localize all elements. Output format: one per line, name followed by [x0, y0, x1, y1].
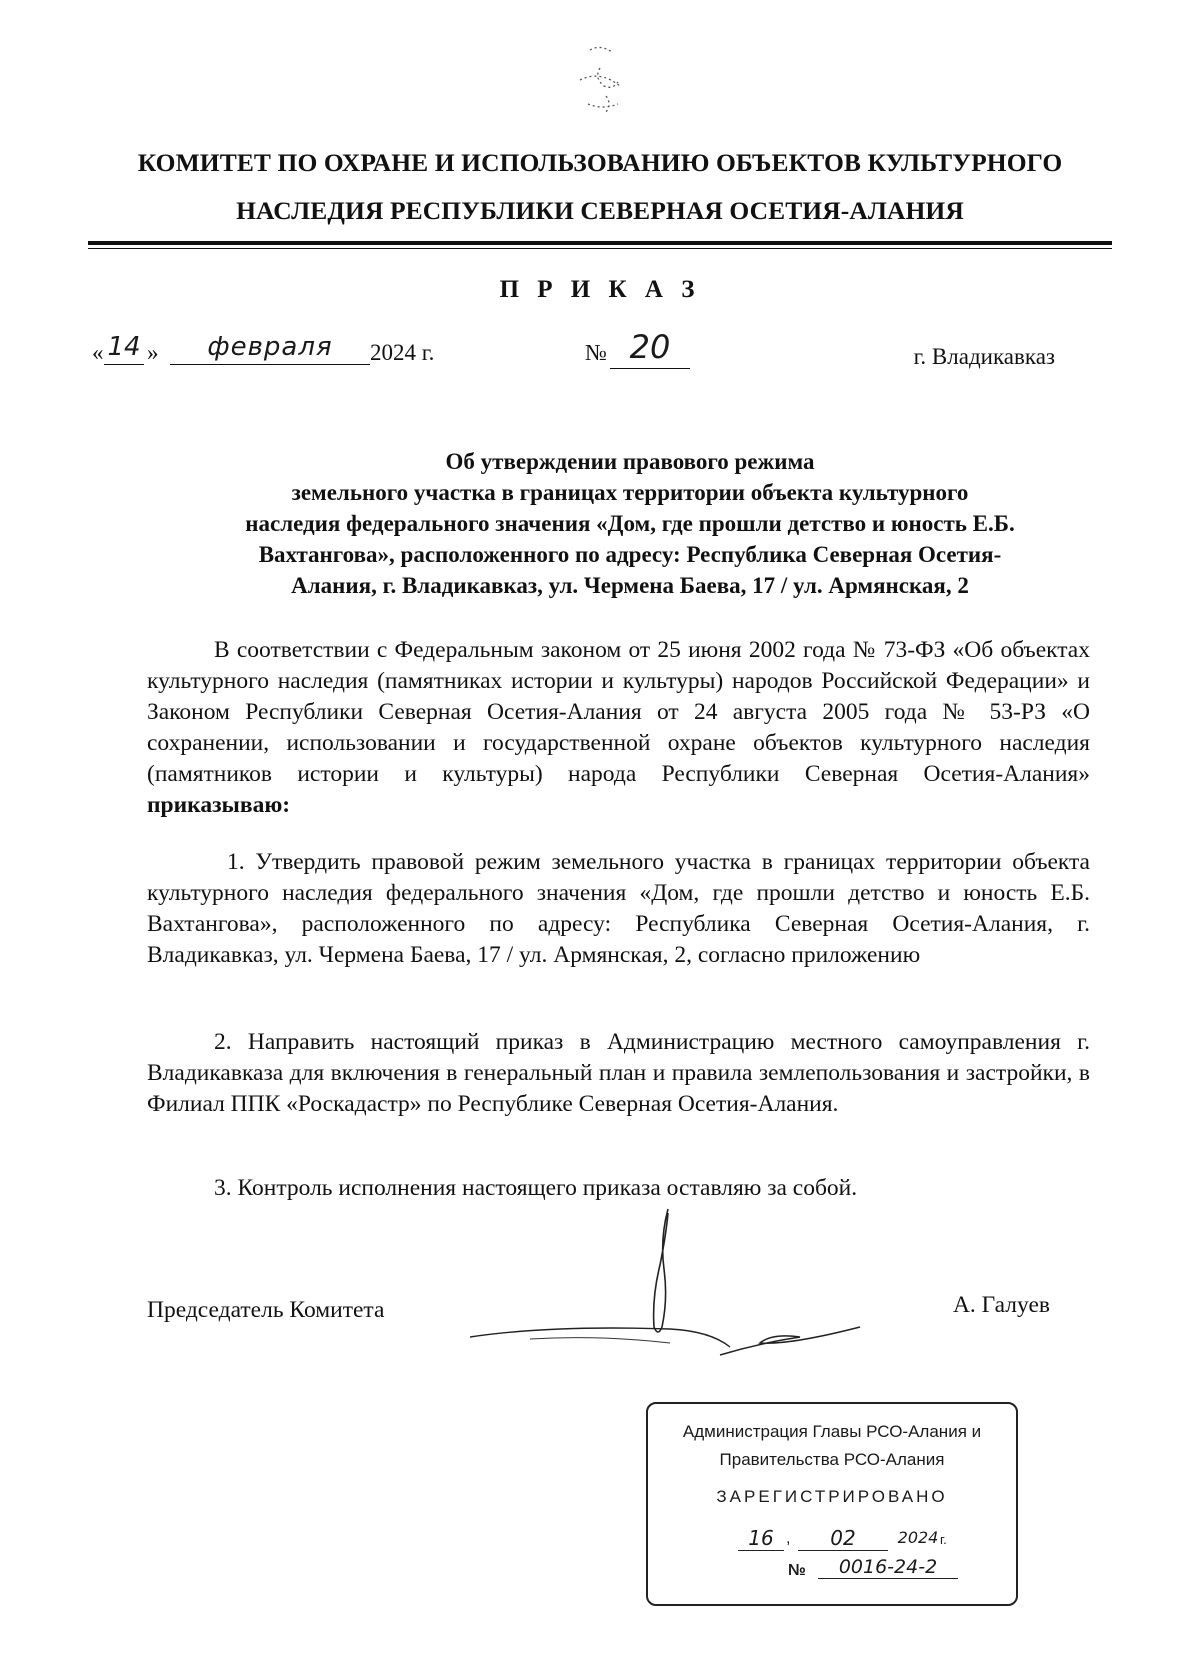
stamp-month-handwritten: 02 — [798, 1526, 888, 1551]
order-item-3: 3. Контроль исполнения настоящего приказа оставляю за собой. — [214, 1175, 858, 1201]
stamp-date-row — [648, 1526, 1016, 1556]
preamble-decree-word: приказываю: — [147, 792, 291, 818]
date-quote-open: « — [92, 340, 104, 365]
stamp-year-suffix: г. — [940, 1532, 947, 1547]
order-subject — [150, 446, 1110, 601]
preamble-text: В соответствии с Федеральным законом от 25 июня 2002 года № 73-ФЗ «Об объектах культурного наследия (памятниках истории и культуры) народов Российской Федерации» и Законом Республики Северная Осетия-Алания от 24 августа 2005 года № 53-РЗ «О сохранении, использовании и государственной охране объектов культурного наследия (памятников истории и культуры) народа Республики Северная Осетия-Алания» — [147, 637, 1090, 787]
subject-line: наследия федерального значения «Дом, где прошли детство и юность Е.Б. — [245, 511, 1015, 536]
header-divider-thin — [88, 248, 1112, 249]
order-number-sign: № — [585, 340, 607, 365]
stamp-date-comma: , — [786, 1530, 791, 1547]
date-quote-close: » — [147, 340, 159, 365]
subject-line: Вахтангова», расположенного по адресу: Республика Северная Осетия- — [258, 542, 1002, 567]
date-day-handwritten: 14 — [104, 332, 144, 365]
org-name-line-2: НАСЛЕДИЯ РЕСПУБЛИКИ СЕВЕРНАЯ ОСЕТИЯ-АЛАНИЯ — [236, 196, 964, 225]
preamble-paragraph — [147, 635, 1090, 821]
org-name-line-1: КОМИТЕТ ПО ОХРАНЕ И ИСПОЛЬЗОВАНИЮ ОБЪЕКТОВ КУЛЬТУРНОГО — [137, 148, 1063, 177]
stamp-year-handwritten: 2024 — [897, 1528, 939, 1547]
order-meta-row — [0, 328, 1200, 390]
date-month-handwritten: февраля — [170, 332, 370, 365]
subject-line: Алания, г. Владикавказ, ул. Чермена Баева, 17 / ул. Армянская, 2 — [291, 573, 969, 598]
stamp-registered-label: ЗАРЕГИСТРИРОВАНО — [716, 1487, 948, 1506]
mark-scribble — [560, 40, 650, 120]
stamp-number-handwritten: 0016-24-2 — [818, 1556, 958, 1579]
order-number-handwritten: 20 — [610, 328, 690, 369]
subject-line: земельного участка в границах территории объекта культурного — [291, 480, 969, 505]
order-city: г. Владикавказ — [913, 344, 1055, 369]
signature-graphic — [470, 1205, 870, 1365]
signatory-title: Председатель Комитета — [147, 1297, 385, 1323]
stamp-line-2: Правительства РСО-Алания — [719, 1450, 945, 1469]
registration-stamp — [646, 1402, 1018, 1606]
signatory-name: А. Галуев — [952, 1292, 1050, 1318]
subject-line: Об утверждении правового режима — [445, 449, 815, 474]
stamp-line-1: Администрация Главы РСО-Алания и — [682, 1422, 982, 1441]
stamp-number-sign: № — [788, 1562, 806, 1579]
stamp-day-handwritten: 16 — [738, 1526, 784, 1551]
order-item-1: 1. Утвердить правовой режим земельного участка в границах территории объекта культурного наследия федерального значения «Дом, где прошли детство и юность Е.Б. Вахтангова», расположенного по адресу: Республика Северная Осетия-Алания, г. Владикавказ, ул. Чермена Баева, 17 / ул. Армянская, 2, согласно приложению — [147, 849, 1090, 968]
date-year: 2024 г. — [370, 340, 435, 365]
order-item-2: 2. Направить настоящий приказ в Администрацию местного самоуправления г. Владикавказа для включения в генеральный план и правила землепользования и застройки, в Филиал ППК «Роскадастр» по Республике Северная Осетия-Алания. — [147, 1029, 1090, 1117]
header-divider-thick — [88, 241, 1112, 245]
order-title: П Р И К А З — [499, 276, 701, 303]
